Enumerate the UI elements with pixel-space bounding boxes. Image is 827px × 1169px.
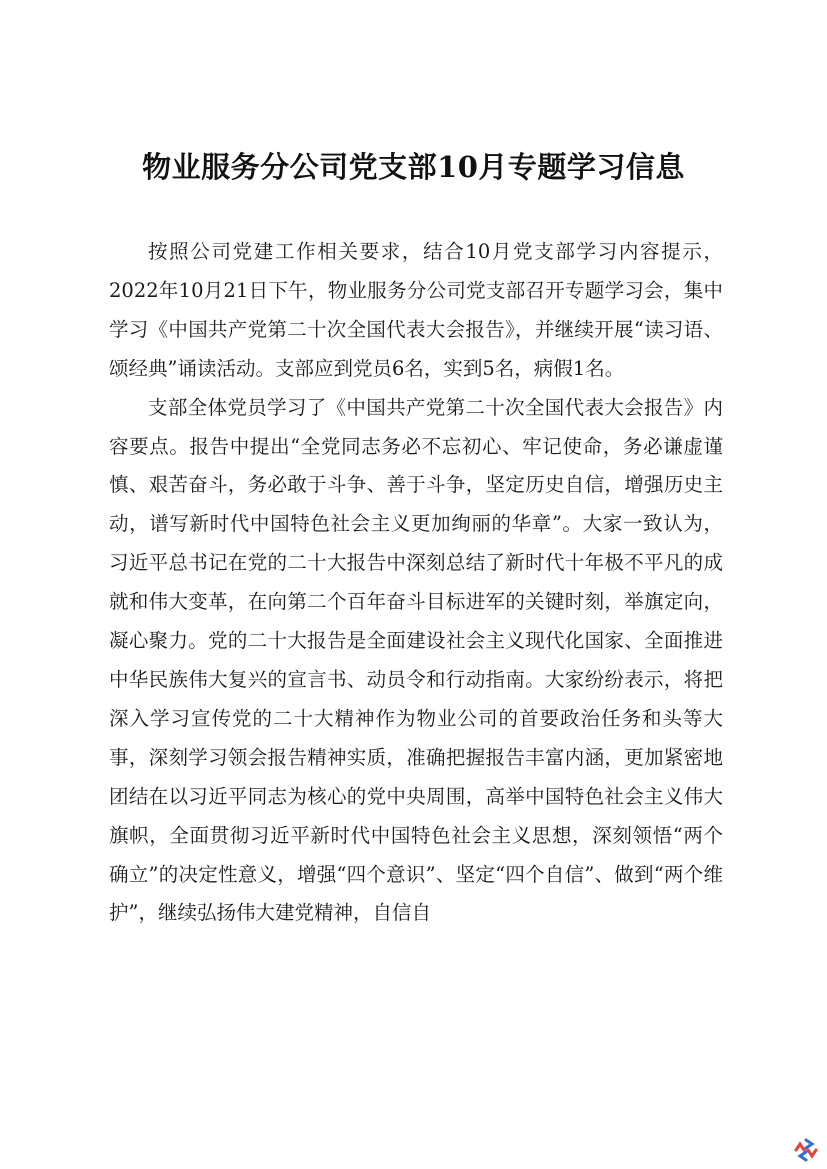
paragraph-2: 支部全体党员学习了《中国共产党第二十次全国代表大会报告》内容要点。报告中提出“全党同志务必不忘初心、牢记使命，务必谦虚谨慎、艰苦奋斗，务必敢于斗争、善于斗争，坚定历史自信，增强历史主动，谱写新时代中国特色社会主义更加绚丽的华章”。大家一致认为，习近平总书记在党的二十大报告中深刻总结了新时代十年极不平凡的成就和伟大变革，在向第二个百年奋斗目标进军的关键时刻，举旗定向，凝心聚力。党的二十大报告是全面建设社会主义现代化国家、全面推进中华民族伟大复兴的宣言书、动员令和行动指南。大家纷纷表示，将把深入学习宣传党的二十大精神作为物业公司的首要政治任务和头等大事，深刻学习领会报告精神实质，准确把握报告丰富内涵，更加紧密地团结在以习近平同志为核心的党中央周围，高举中国特色社会主义伟大旗帜，全面贯彻习近平新时代中国特色社会主义思想，深刻领悟“两个确立”的决定性意义，增强“四个意识”、坚定“四个自信”、做到“两个维护”，继续弘扬伟大建党精神，自信自 <box>109 395 723 925</box>
corner-logo-icon <box>793 1137 819 1163</box>
paragraph-1: 按照公司党建工作相关要求，结合10月党支部学习内容提示，2022年10月21日下午，物业服务分公司党支部召开专题学习会，集中学习《中国共产党第二十次全国代表大会报告》，并继续开展“读习语、颂经典”诵读活动。支部应到党员6名，实到5名，病假1名。 <box>109 240 723 380</box>
document-title: 物业服务分公司党支部10月专题学习信息 <box>142 150 685 184</box>
document-body <box>109 233 723 933</box>
